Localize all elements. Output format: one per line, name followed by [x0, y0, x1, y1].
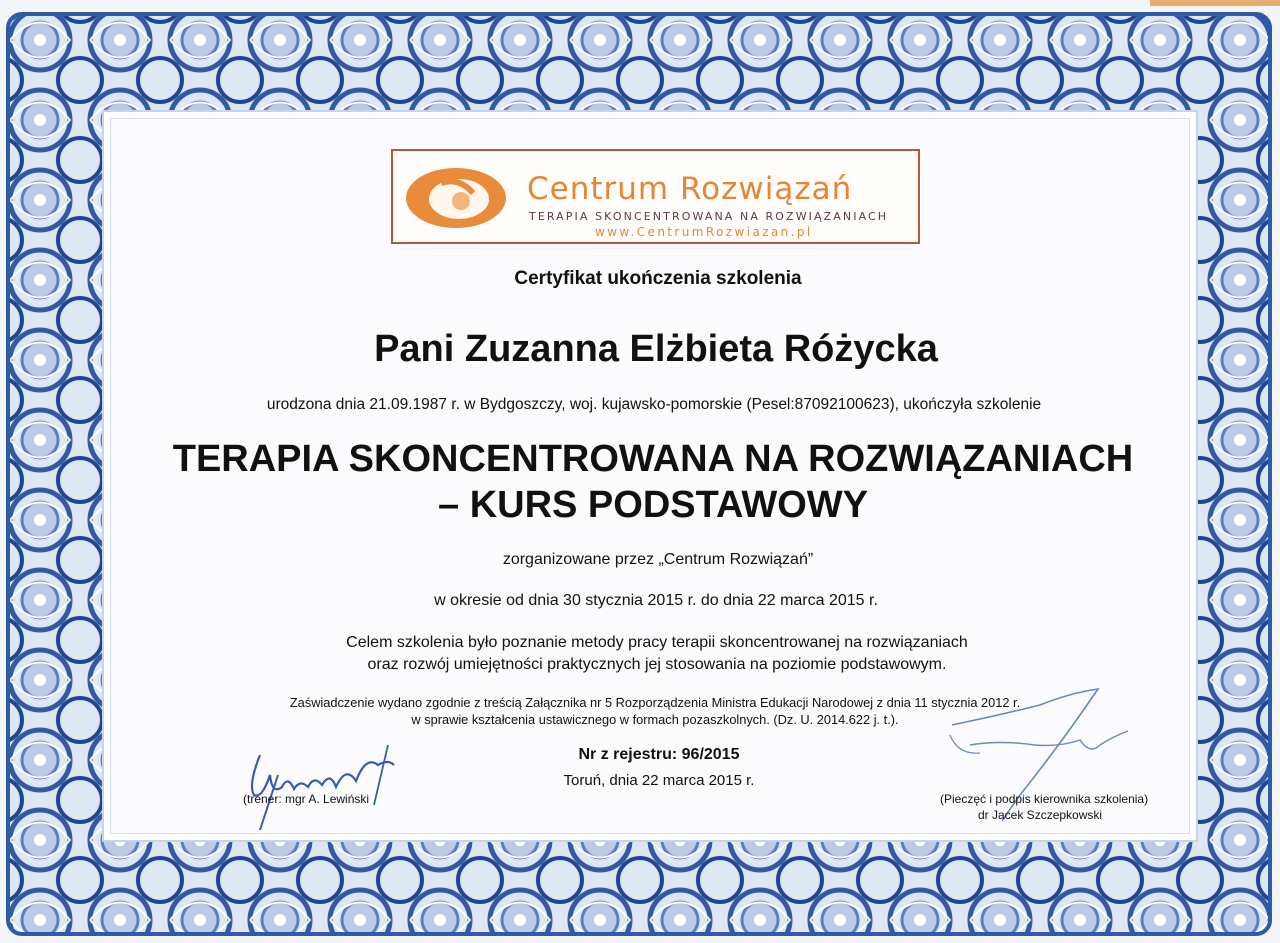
legal-basis-line-2: w sprawie kształcenia ustawicznego w formach pozaszkolnych. (Dz. U. 2014.622 j. t.).	[411, 712, 899, 727]
logo-tagline: TERAPIA SKONCENTROWANA NA ROZWIĄZANIACH	[529, 210, 889, 223]
certificate-title: Certyfikat ukończenia szkolenia	[514, 268, 802, 289]
place-and-date: Toruń, dnia 22 marca 2015 r.	[563, 772, 755, 789]
course-title-line-1: TERAPIA SKONCENTROWANA NA ROZWIĄZANIACH	[172, 438, 1134, 480]
course-title	[0, 436, 1280, 528]
course-goal-line-1: Celem szkolenia było poznanie metody pracy terapii skoncentrowanej na rozwiązaniach	[346, 634, 968, 651]
logo-url: www.CentrumRozwiazan.pl	[595, 225, 813, 239]
trainer-caption: (trener: mgr A. Lewiński	[243, 792, 370, 806]
logo-name: Centrum Rozwiązań	[527, 171, 853, 207]
trainer-signature	[238, 735, 408, 835]
organizer-line: zorganizowane przez „Centrum Rozwiązań”	[502, 551, 814, 568]
course-goal	[0, 632, 1280, 676]
registry-number: Nr z rejestru: 96/2015	[578, 746, 740, 763]
recipient-name: Pani Zuzanna Elżbieta Różycka	[374, 328, 938, 370]
legal-basis-line-1: Zaświadczenie wydano zgodnie z treścią Załącznika nr 5 Rozporządzenia Ministra Edukacji Narodowej z dnia 11 stycznia 2012 r.	[289, 695, 1021, 710]
director-caption: (Pieczęć i podpis kierownika szkolenia)	[940, 792, 1149, 806]
director-name: dr Jacek Szczepkowski	[978, 808, 1103, 822]
logo-frame	[391, 149, 920, 244]
recipient-birth-details: urodzona dnia 21.09.1987 r. w Bydgoszczy, woj. kujawsko-pomorskie (Pesel:87092100623), ukończyła szkolenie	[266, 396, 1042, 413]
orange-ring-logo-icon	[401, 163, 511, 233]
course-goal-line-2: oraz rozwój umiejętności praktycznych jej stosowania na poziomie podstawowym.	[367, 656, 947, 673]
course-period: w okresie od dnia 30 stycznia 2015 r. do dnia 22 marca 2015 r.	[434, 592, 878, 609]
course-title-line-2: – KURS PODSTAWOWY	[438, 484, 868, 526]
